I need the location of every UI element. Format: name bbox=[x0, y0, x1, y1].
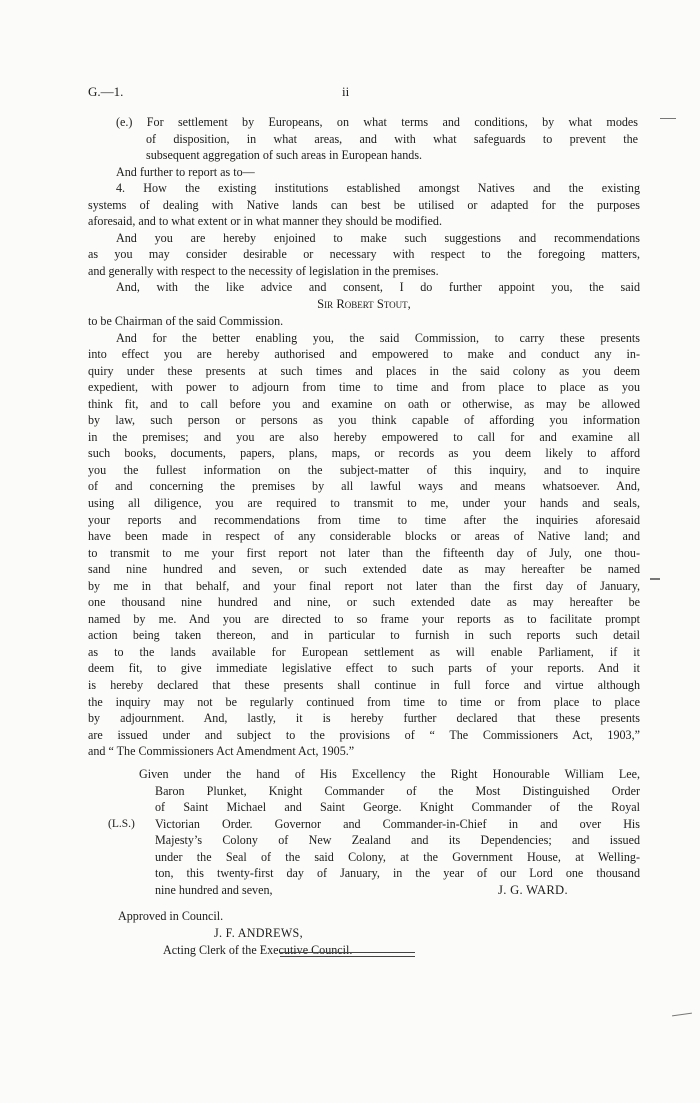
text-line: one thousand nine hundred and nine, or such extended date as may hereafter be bbox=[88, 595, 640, 610]
text-line: is hereby declared that these presents shall continue in full force and virtue although bbox=[88, 677, 640, 692]
text-line: systems of dealing with Native lands can best be utilised or adapted for the purposes bbox=[88, 197, 640, 212]
text-line: nine hundred and seven, bbox=[155, 882, 273, 897]
text-line: expedient, with power to adjourn from time to time and from place to place as you bbox=[88, 380, 640, 395]
text-line: and “ The Commissioners Act Amendment Act, 1905.” bbox=[88, 744, 355, 759]
page-number: ii bbox=[342, 84, 350, 99]
text-line: are issued under and subject to the provisions of “ The Commissioners Act, 1903,” bbox=[88, 727, 640, 742]
text-line: of and concerning the premises by all lawful ways and means whatsoever. And, bbox=[88, 479, 640, 494]
text-line: the inquiry may not be regularly continued from time to time or from place to place bbox=[88, 694, 640, 709]
chairman-line: to be Chairman of the said Commission. bbox=[88, 314, 284, 328]
text-line: think fit, and to call before you and examine on oath or otherwise, as may be allowed bbox=[88, 396, 640, 411]
text-line: of disposition, in what areas, and with what safeguards to prevent the bbox=[146, 131, 638, 146]
page-header bbox=[88, 84, 640, 102]
text-line: have been made in respect of any considerable blocks or areas of Native land; and bbox=[88, 529, 640, 544]
text-line: by me in that behalf, and your final report not later than the first day of January, bbox=[88, 578, 640, 593]
text-line: into effect you are hereby authorised and empowered to make and conduct any in- bbox=[88, 347, 640, 362]
text-line: subsequent aggregation of such areas in European hands. bbox=[146, 148, 423, 163]
text-line: And for the better enabling you, the said Commission, to carry these presents bbox=[116, 330, 640, 345]
approved-in-council: Approved in Council. bbox=[118, 909, 224, 923]
item-4 bbox=[88, 180, 640, 230]
text-line: 4. How the existing institutions established amongst Natives and the existing bbox=[116, 181, 640, 195]
text-line: sand nine hundred and seven, or such extended date as may hereafter be named bbox=[88, 562, 640, 577]
clerk-name: J. F. ANDREWS, bbox=[214, 926, 303, 940]
seal-mark: (L.S.) bbox=[108, 818, 135, 830]
given-under-hand bbox=[88, 766, 640, 898]
text-line: (e.) For settlement by Europeans, on what terms and conditions, by what modes bbox=[116, 115, 638, 129]
text-line: you the fullest information on the subject-matter of this inquiry, and to inquire bbox=[88, 462, 640, 477]
text-line: by adjournment. And, lastly, it is hereby further declared that these presents bbox=[88, 711, 640, 726]
text-line: Given under the hand of His Excellency the Right Honourable William Lee, bbox=[139, 767, 640, 781]
margin-mark bbox=[650, 578, 660, 580]
text-line: as to the lands available for European settlement as will enable Parliament, if it bbox=[88, 644, 640, 659]
appoint-line: And, with the like advice and consent, I do further appoint you, the said bbox=[116, 280, 640, 294]
text-line: of Saint Michael and Saint George. Knight Commander of the Royal bbox=[155, 800, 640, 815]
text-line: in the premises; and you are also hereby empowered to call for and examine all bbox=[88, 429, 640, 444]
text-line: under the Seal of the said Colony, at the Government House, at Welling- bbox=[155, 849, 640, 864]
enabling-paragraph bbox=[88, 330, 640, 760]
text-line: Victorian Order. Governor and Commander-in-Chief in and over His bbox=[155, 816, 640, 831]
document-code: G.—1. bbox=[88, 84, 124, 99]
text-line: Baron Plunket, Knight Commander of the Most Distinguished Order bbox=[155, 783, 640, 798]
margin-mark bbox=[672, 1013, 692, 1017]
appointee-name: Sir Robert Stout, bbox=[317, 297, 411, 311]
text-line: and generally with respect to the necessity of legislation in the premises. bbox=[88, 263, 439, 278]
text-line: Majesty’s Colony of New Zealand and its Dependencies; and issued bbox=[155, 833, 640, 848]
signatory: J. G. WARD. bbox=[498, 883, 568, 897]
text-line: ton, this twenty-first day of January, in the year of our Lord one thousand bbox=[155, 866, 640, 881]
text-line: your reports and recommendations from time to time after the inquiries aforesaid bbox=[88, 512, 640, 527]
text-line: deem fit, to give immediate legislative effect to such parts of your reports. And it bbox=[88, 661, 640, 676]
text-line: named by me. And you are directed to so frame your reports as to facilitate prompt bbox=[88, 611, 640, 626]
text-line: by law, such person or persons as you think capable of affording you information bbox=[88, 413, 640, 428]
further-line: And further to report as to— bbox=[116, 164, 255, 179]
clerk-title: Acting Clerk of the Executive Council. bbox=[163, 942, 353, 957]
closing-rule bbox=[280, 952, 415, 953]
enjoined-paragraph bbox=[88, 230, 640, 280]
text-line: action being taken thereon, and in particular to furnish in such reports such detail bbox=[88, 628, 640, 643]
text-line: such books, documents, papers, plans, maps, or records as you deem likely to afford bbox=[88, 446, 640, 461]
text-line: quiry under these presents at such times and places in the said colony as you deem bbox=[88, 363, 640, 378]
text-line: And you are hereby enjoined to make such suggestions and recommendations bbox=[116, 230, 640, 245]
margin-mark bbox=[660, 118, 676, 119]
text-line: aforesaid, and to what extent or in what manner they should be modified. bbox=[88, 214, 442, 229]
closing-rule bbox=[280, 956, 415, 957]
text-line: using all diligence, you are required to transmit to me, under your hands and seals, bbox=[88, 495, 640, 510]
text-line: to transmit to me your first report not later than the fifteenth day of July, one thou- bbox=[88, 545, 640, 560]
clause-e bbox=[116, 114, 638, 164]
text-line: as you may consider desirable or necessary with respect to the foregoing matters, bbox=[88, 247, 640, 262]
